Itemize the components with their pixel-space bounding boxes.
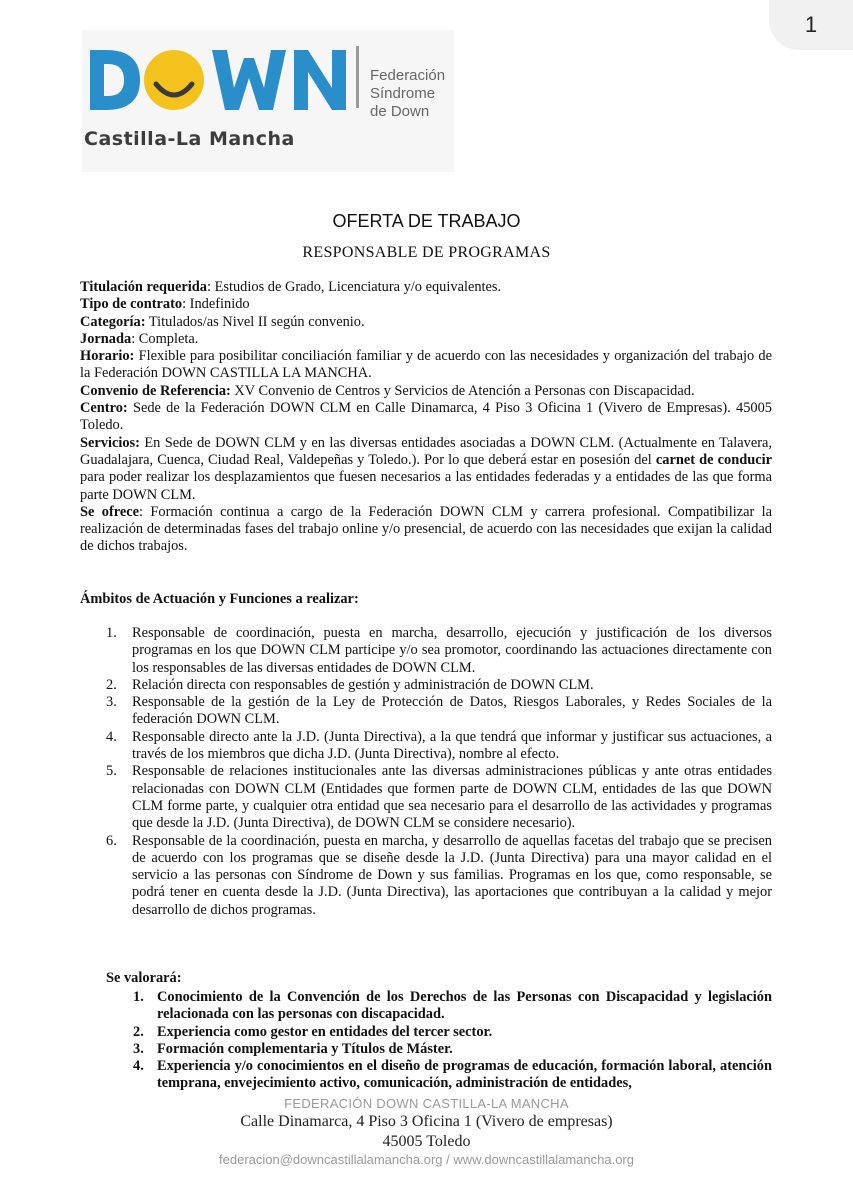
page-subtitle: RESPONSABLE DE PROGRAMAS bbox=[302, 244, 551, 261]
job-details bbox=[80, 279, 772, 556]
field-horario: Horario: Flexible para posibilitar conciliación familiar y de acuerdo con las necesidades y organización del trabajo de la Federación DOWN CASTILLA LA MANCHA. bbox=[80, 348, 772, 382]
valorara-heading: Se valorará: bbox=[106, 970, 182, 986]
footer-contact: federacion@downcastillalamancha.org / www.downcastillalamancha.org bbox=[219, 1152, 634, 1167]
down-clm-logo bbox=[82, 30, 454, 172]
page-title: OFERTA DE TRABAJO bbox=[332, 211, 521, 231]
field-servicios: Servicios: En Sede de DOWN CLM y en las diversas entidades asociadas a DOWN CLM. (Actualmente en Talavera, Guadalajara, Cuenca, Ciudad Real, Valdepeñas y Toledo.). Por lo que deberá estar en posesión del carnet de conducir para poder realizar los desplazamientos que fuesen necesarios a las entidades federadas y a entidades de las que forma parte DOWN CLM. bbox=[80, 434, 773, 503]
down-wordmark-graphic bbox=[82, 30, 382, 130]
footer-org: FEDERACIÓN DOWN CASTILLA-LA MANCHA bbox=[284, 1096, 569, 1111]
ambitos-heading: Ámbitos de Actuación y Funciones a realizar: bbox=[80, 591, 359, 607]
field-categoria: Categoría: Titulados/as Nivel II según convenio. bbox=[80, 313, 365, 330]
list-item: 2. Relación directa con responsables de gestión y administración de DOWN CLM. bbox=[106, 676, 594, 693]
logo-region-text: Castilla-La Mancha bbox=[84, 128, 295, 150]
footer-address: Calle Dinamarca, 4 Piso 3 Oficina 1 (Vivero de empresas) bbox=[240, 1113, 613, 1130]
list-item: 2. Experiencia como gestor en entidades del tercer sector. bbox=[133, 1023, 493, 1040]
field-convenio: Convenio de Referencia: XV Convenio de Centros y Servicios de Atención a Personas con Discapacidad. bbox=[80, 382, 695, 399]
field-jornada: Jornada: Completa. bbox=[80, 330, 199, 347]
logo-federation-text: Federación Síndrome de Down bbox=[370, 67, 446, 120]
list-item: 4. Experiencia y/o conocimientos en el diseño de programas de educación, formación laboral, atención temprana, envejecimiento activo, comunicación, administración de entidades, bbox=[133, 1058, 772, 1092]
list-item: 5. Responsable de relaciones institucionales ante las diversas administraciones públicas y ante otras entidades relacionadas con DOWN CLM (Entidades que formen parte de DOWN CLM, entidades de las que DOWN CLM forme parte, y cualquier otra entidad que sea necesario para el desarrollo de las actividades y programas que desde la J.D. (Junta Directiva), de DOWN CLM se considere necesario). bbox=[106, 763, 772, 832]
field-centro: Centro: Sede de la Federación DOWN CLM en Calle Dinamarca, 4 Piso 3 Oficina 1 (Vivero de Empresas). 45005 Toledo. bbox=[80, 400, 772, 434]
list-item: 1. Conocimiento de la Convención de los Derechos de las Personas con Discapacidad y legislación relacionada con las personas con discapacidad. bbox=[133, 989, 772, 1023]
list-item: 1. Responsable de coordinación, puesta en marcha, desarrollo, ejecución y justificación de los diversos programas en los que DOWN CLM participe y/o sea promotor, coordinando las actuaciones directamente con los responsables de las diversas entidades de DOWN CLM. bbox=[106, 625, 772, 676]
field-contrato: Tipo de contrato: Indefinido bbox=[80, 296, 250, 313]
valorara-list bbox=[0, 989, 772, 1093]
field-ofrece: Se ofrece: Formación continua a cargo de la Federación DOWN CLM y carrera profesional. Compatibilizar la realización de determinadas fases del trabajo online y/o presencial, de acuerdo con las necesidades que exijan la calidad de dichos trabajos. bbox=[80, 503, 773, 555]
list-item: 4. Responsable directo ante la J.D. (Junta Directiva), a la que tendrá que informar y justificar sus actuaciones, a través de los miembros que dicha J.D. (Junta Directiva), nombre al efecto. bbox=[106, 728, 772, 763]
field-titulacion: Titulación requerida: Estudios de Grado, Licenciatura y/o equivalentes. bbox=[80, 279, 502, 295]
list-item: 3. Responsable de la gestión de la Ley de Protección de Datos, Riesgos Laborales, y Redes Sociales de la federación DOWN CLM. bbox=[106, 694, 772, 728]
funciones-list bbox=[0, 625, 772, 919]
footer-city: 45005 Toledo bbox=[382, 1133, 471, 1150]
list-item: 3. Formación complementaria y Títulos de Máster. bbox=[133, 1040, 453, 1057]
page-number: 1 bbox=[769, 0, 853, 50]
list-item: 6. Responsable de la coordinación, puesta en marcha, y desarrollo de aquellas facetas del trabajo que se precisen de acuerdo con los programas que se diseñe desde la J.D. (Junta Directiva) para una mayor calidad en el servicio a las personas con Síndrome de Down y sus familias. Programas en los que, como responsable, se podrá tener en cuenta desde la J.D. (Junta Directiva), las aportaciones que contribuyan a la calidad y mejor desarrollo de dichos programas. bbox=[106, 832, 772, 918]
